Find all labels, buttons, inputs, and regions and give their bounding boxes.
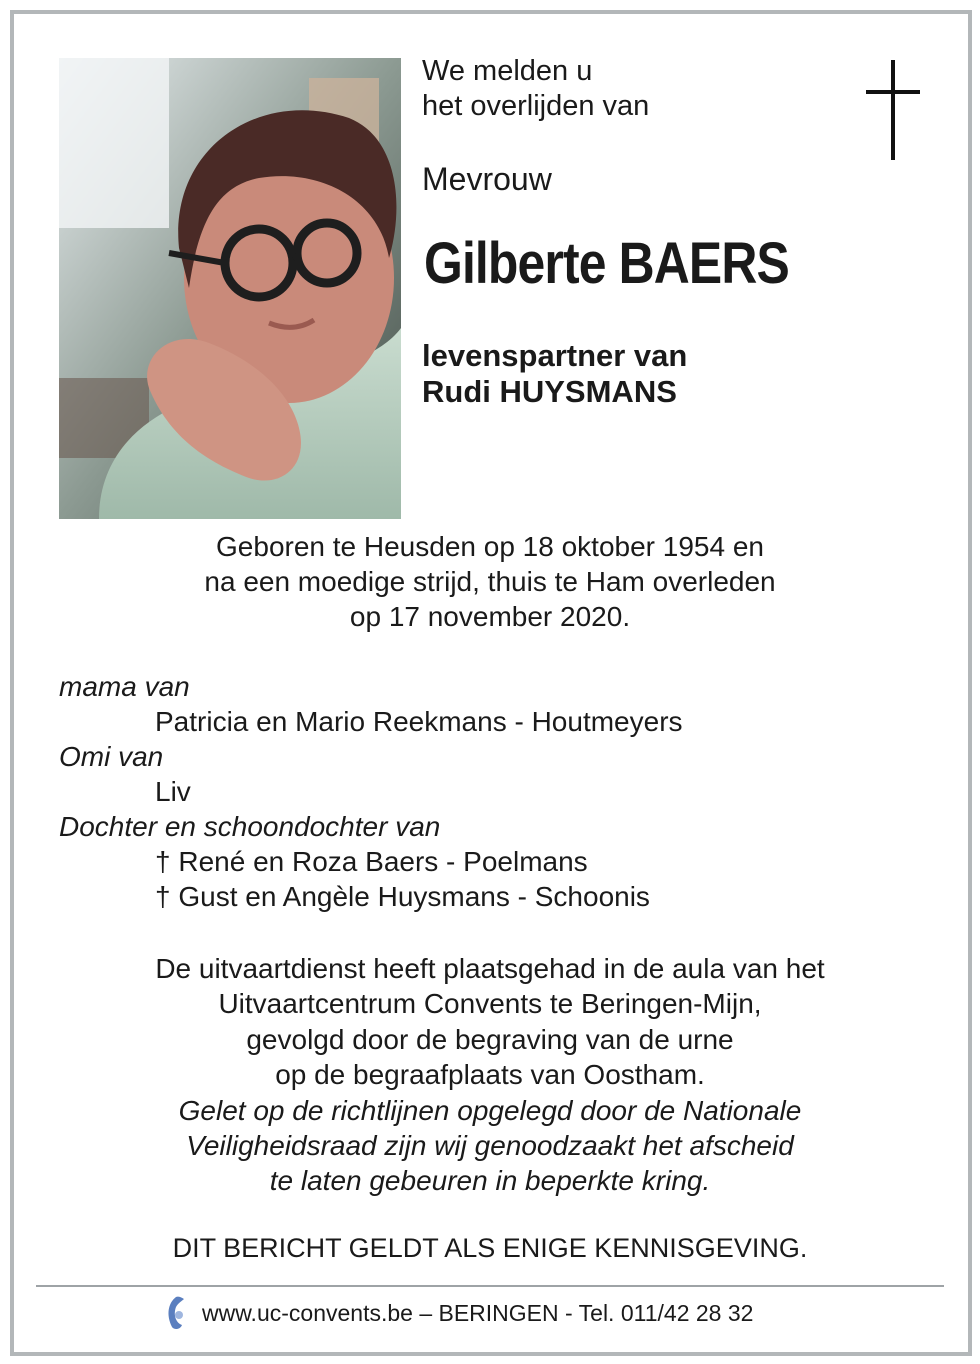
funeral-home-logo-icon: [164, 1295, 188, 1331]
family-member: Liv: [155, 776, 191, 807]
family-role-mama: mama van: [59, 671, 190, 702]
service-text: [40, 951, 940, 1199]
text-line: Geboren te Heusden op 18 oktober 1954 en: [216, 531, 764, 562]
text-line: na een moedige strijd, thuis te Ham overleden: [204, 566, 776, 597]
family-member: † Gust en Angèle Huysmans - Schoonis: [155, 881, 650, 912]
text-line: op de begraafplaats van Oostham.: [275, 1059, 705, 1091]
family-list: [59, 669, 683, 914]
family-member: Patricia en Mario Reekmans - Houtmeyers: [155, 706, 683, 737]
family-member: † René en Roza Baers - Poelmans: [155, 846, 588, 877]
intro-line: het overlijden van: [422, 90, 650, 122]
portrait-photo: [59, 58, 401, 519]
intro-text: [422, 54, 649, 124]
partner-text: [422, 338, 687, 410]
text-line: De uitvaartdienst heeft plaatsgehad in de aula van het: [155, 953, 825, 984]
partner-name: Rudi HUYSMANS: [422, 374, 677, 409]
intro-line: We melden u: [422, 55, 593, 87]
covid-note-line: Veiligheidsraad zijn wij genoodzaakt het afscheid: [186, 1130, 794, 1162]
family-role-daughter: Dochter en schoondochter van: [59, 811, 441, 842]
birth-death-text: [40, 529, 940, 634]
covid-note-line: te laten gebeuren in beperkte kring.: [269, 1165, 711, 1197]
deceased-name: Gilberte BAERS: [424, 231, 789, 296]
footer-contact-text: www.uc-convents.be – BERINGEN - Tel. 011/42 28 32: [202, 1299, 754, 1326]
partner-line: levenspartner van: [422, 338, 688, 373]
footer-divider: [36, 1285, 944, 1287]
text-line: Uitvaartcentrum Convents te Beringen-Mijn,: [218, 988, 762, 1020]
cross-icon: [862, 60, 924, 160]
text-line: op 17 november 2020.: [349, 601, 631, 632]
footer: [164, 1293, 753, 1333]
text-line: gevolgd door de begraving van de urne: [246, 1023, 734, 1055]
family-role-omi: Omi van: [59, 741, 164, 772]
title-word: Mevrouw: [422, 161, 552, 197]
notice-statement: DIT BERICHT GELDT ALS ENIGE KENNISGEVING.: [172, 1233, 808, 1263]
covid-note-line: Gelet op de richtlijnen opgelegd door de Nationale: [178, 1094, 802, 1126]
